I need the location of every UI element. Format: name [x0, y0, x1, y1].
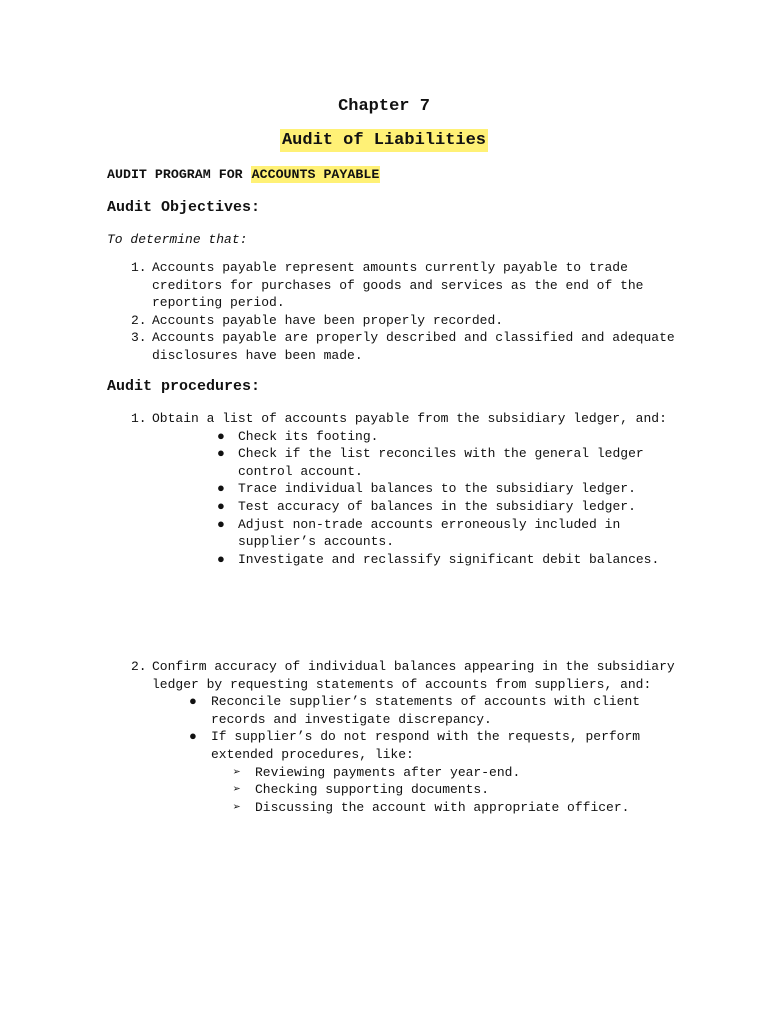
arrow-bullet-icon: ➢ — [233, 799, 241, 815]
list-number: 1. — [131, 411, 147, 426]
list-item — [107, 410, 677, 428]
objectives-list — [107, 259, 677, 365]
sub-item-text: Checking supporting documents. — [255, 782, 490, 798]
list-number: 3. — [131, 330, 147, 346]
list-item — [107, 728, 677, 763]
bullet-icon: ● — [217, 551, 225, 567]
list-item — [107, 551, 677, 569]
list-item — [107, 781, 677, 799]
list-item — [107, 693, 677, 728]
procedure-step-2 — [107, 658, 677, 816]
list-item — [107, 480, 677, 498]
bullet-icon: ● — [217, 498, 225, 514]
list-item — [107, 428, 677, 446]
bullet-icon: ● — [217, 428, 225, 444]
chapter-title-text: Audit of Liabilities — [281, 131, 487, 150]
bullet-text: Trace individual balances to the subsidiary ledger. — [238, 481, 636, 497]
bullet-text: Investigate and reclassify significant debit balances. — [238, 551, 660, 567]
list-item — [107, 658, 677, 693]
list-item — [107, 329, 677, 364]
procedure-1-bullets — [107, 428, 677, 569]
procedure-text: Confirm accuracy of individual balances appearing in the subsidiary ledger by requesting statements of accounts from suppliers, and: — [152, 659, 675, 692]
audit-program-highlight: ACCOUNTS PAYABLE — [251, 167, 380, 182]
bullet-icon: ● — [189, 694, 197, 710]
bullet-text: Check its footing. — [238, 428, 379, 444]
bullet-icon: ● — [217, 481, 225, 497]
list-number: 2. — [131, 659, 147, 674]
procedure-2-sub-items — [107, 764, 677, 817]
procedure-2-bullets — [107, 693, 677, 763]
procedure-text: Obtain a list of accounts payable from the subsidiary ledger, and: — [152, 411, 667, 426]
list-item — [107, 799, 677, 817]
list-item — [107, 259, 677, 312]
list-number: 2. — [131, 312, 147, 328]
bullet-icon: ● — [217, 516, 225, 532]
sub-item-text: Discussing the account with appropriate officer. — [255, 799, 630, 815]
objectives-heading: Audit Objectives: — [107, 199, 261, 216]
procedure-step-1 — [107, 410, 677, 568]
chapter-title — [0, 130, 768, 152]
list-item — [107, 764, 677, 782]
procedures-heading: Audit procedures: — [107, 378, 261, 395]
bullet-text: Adjust non-trade accounts erroneously included in supplier’s accounts. — [238, 516, 621, 550]
bullet-text: Test accuracy of balances in the subsidiary ledger. — [238, 498, 636, 514]
audit-program-prefix: AUDIT PROGRAM FOR — [107, 167, 251, 182]
bullet-icon: ● — [189, 729, 197, 745]
bullet-text: If supplier’s do not respond with the requests, perform extended procedures, like: — [211, 729, 641, 762]
list-number: 1. — [131, 260, 147, 275]
list-item — [107, 312, 677, 330]
objectives-intro: To determine that: — [107, 232, 248, 247]
sub-item-text: Reviewing payments after year-end. — [255, 764, 521, 780]
bullet-text: Check if the list reconciles with the general ledger control account. — [238, 446, 644, 479]
audit-program-heading — [107, 166, 380, 184]
bullet-text: Reconcile supplier’s statements of accounts with client records and investigate discrepancy. — [211, 694, 641, 727]
objective-text: Accounts payable are properly described and classified and adequate disclosures have been made. — [152, 330, 675, 363]
objective-text: Accounts payable have been properly recorded. — [152, 312, 504, 328]
arrow-bullet-icon: ➢ — [233, 764, 241, 780]
list-item — [107, 516, 677, 551]
list-item — [107, 445, 677, 480]
bullet-icon: ● — [217, 446, 225, 462]
chapter-label: Chapter 7 — [338, 97, 430, 116]
arrow-bullet-icon: ➢ — [233, 782, 241, 798]
list-item — [107, 498, 677, 516]
objective-text: Accounts payable represent amounts currently payable to trade creditors for purchases of goods and services as the end of the reporting period. — [152, 260, 644, 311]
